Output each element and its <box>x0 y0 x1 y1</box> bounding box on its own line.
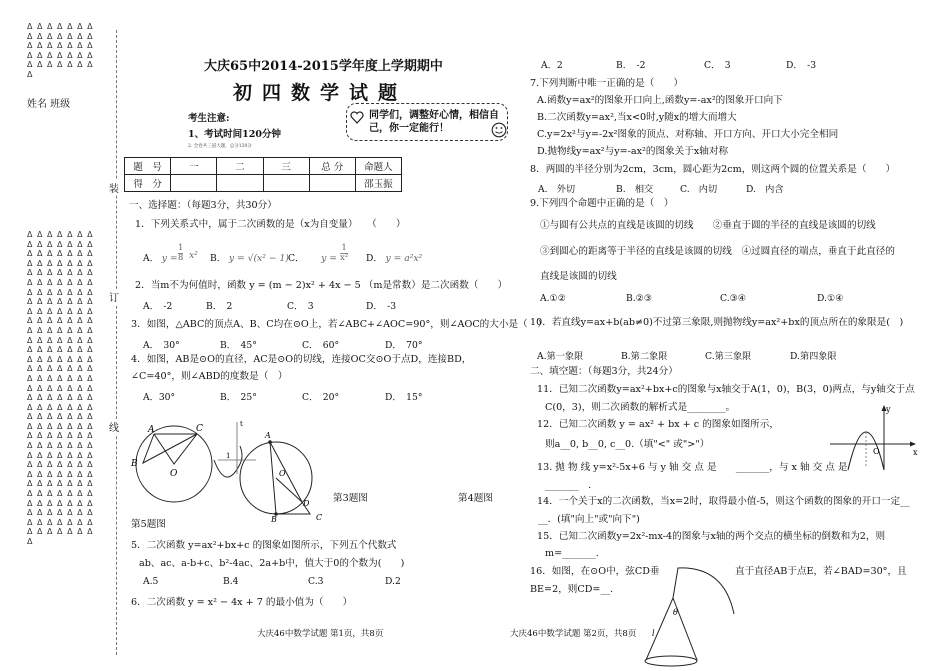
triangle-row: Δ Δ Δ Δ Δ Δ Δ <box>27 431 94 441</box>
q1-option-c <box>288 250 337 264</box>
triangle-row: Δ Δ Δ Δ Δ Δ Δ <box>27 364 94 374</box>
table-cell: 得 分 <box>125 175 171 192</box>
triangle-row: Δ Δ Δ Δ Δ Δ Δ <box>27 498 94 508</box>
question-16-cont: BE=2，则CD=__. <box>530 584 614 595</box>
triangle-row: Δ <box>27 537 34 546</box>
triangle-row: Δ Δ Δ Δ Δ Δ Δ <box>27 489 94 499</box>
q1-frac-a <box>178 244 183 263</box>
question-13-cont: _______ . <box>545 480 592 491</box>
fig-label: O <box>170 469 178 479</box>
question-2: 2．当m不为何值时，函数 y = (m − 2)x² + 4x − 5 （m是常数）是二次函数（ ） <box>135 280 508 291</box>
smiley-icon <box>491 122 507 138</box>
triangle-row: Δ Δ Δ Δ Δ Δ Δ <box>27 316 94 326</box>
triangle-row: Δ Δ Δ Δ Δ Δ Δ <box>27 479 94 489</box>
graph-label-x: x <box>913 448 918 457</box>
fig-label: 1 <box>226 452 231 460</box>
frac-num: 1 <box>341 243 347 253</box>
x-axis-arrow <box>910 442 916 447</box>
table-cell: 命题人 <box>355 158 401 175</box>
question-9: 9.下列四个命题中正确的是（ ） <box>530 198 674 209</box>
cone-label-theta: θ <box>673 608 678 617</box>
q7-option-d: D.抛物线y=ax²与y=-ax²的图象关于x轴对称 <box>537 146 729 157</box>
question-16-tail: 直于直径AB于点E，若∠BAD=30°，且 <box>735 566 907 577</box>
q5-option-b: B.4 <box>223 576 239 587</box>
triangle-row: Δ Δ Δ Δ Δ Δ Δ <box>27 31 94 41</box>
question-5: 5．二次函数 y=ax²+bx+c 的图象如图所示，下列五个代数式 <box>131 540 397 551</box>
question-15-cont: m=_______. <box>545 548 599 559</box>
triangle-row: Δ Δ Δ Δ Δ Δ Δ <box>27 249 94 259</box>
score-input-cell[interactable] <box>263 175 309 192</box>
fig4-caption: 第4题图 <box>458 493 493 504</box>
triangle-row: Δ Δ Δ Δ Δ Δ Δ <box>27 287 94 297</box>
q9-line-2: ③到圆心的距离等于半径的直线是该圆的切线 ④过圆直径的端点，垂直于此直径的 <box>540 246 895 257</box>
question-4: 4．如图，AB是⊙O的直径，AC是⊙O的切线，连接OC交⊙O于点D，连接BD， <box>131 354 472 365</box>
fig4-point <box>268 440 272 444</box>
option-expr: y = <box>161 253 178 264</box>
q16-cone-figure <box>640 560 740 671</box>
fig-label: C <box>196 424 203 434</box>
q10-option-d: D.第四象限 <box>790 351 837 362</box>
triangle-row: Δ Δ Δ Δ Δ Δ Δ <box>27 277 94 287</box>
q6-option-c: C． 3 <box>704 60 731 71</box>
triangle-row: Δ Δ Δ Δ Δ Δ Δ <box>27 469 94 479</box>
q3-option-a: A． 30° <box>143 340 180 351</box>
triangle-pattern-top <box>27 22 94 80</box>
q4-option-a: A．30° <box>143 392 176 403</box>
score-input-cell[interactable] <box>217 175 263 192</box>
exam-subtitle: 初四数学试题 <box>233 82 408 104</box>
q10-option-c: C.第三象限 <box>705 351 752 362</box>
triangle-row: Δ Δ Δ Δ Δ Δ Δ <box>27 22 94 31</box>
question-7: 7.下列判断中唯一正确的是（ ） <box>530 78 684 89</box>
left-margin <box>0 0 125 671</box>
table-cell: 题 号 <box>125 158 171 175</box>
question-15: 15．已知二次函数y=2x²-mx-4的图象与x轴的两个交点的横坐标的倒数和为2，则 <box>537 531 886 542</box>
q3-option-b: B． 45° <box>220 340 257 351</box>
q4-option-d: D． 15° <box>385 392 423 403</box>
fig-label: A <box>265 431 271 440</box>
triangle-row: Δ Δ Δ Δ Δ Δ Δ <box>27 268 94 278</box>
encouragement-text: 同学们，调整好心情，相信自己，你一定能行！ <box>369 110 499 134</box>
triangle-row: Δ Δ Δ Δ Δ Δ Δ <box>27 297 94 307</box>
question-10: 10．若直线y=ax+b(ab≠0)不过第三象限,则抛物线y=ax²+bx的顶点所在的象限是( ) <box>530 317 904 328</box>
q6-option-a: A．2 <box>541 60 563 71</box>
score-table-score-row <box>125 175 402 192</box>
q8-option-b: B. 相交 <box>616 184 654 195</box>
fig4-od <box>276 478 302 502</box>
name-class-label: 姓名 班级 <box>27 99 71 110</box>
score-table <box>124 157 402 192</box>
triangle-row: Δ Δ Δ Δ Δ Δ Δ <box>27 345 94 355</box>
table-cell: 邵玉振 <box>355 175 401 192</box>
option-letter: B． <box>210 253 226 264</box>
q3-option-c: C． 60° <box>302 340 340 351</box>
notice-time: 1、考试时间120分钟 <box>188 129 281 140</box>
triangle-row: Δ Δ Δ Δ Δ Δ Δ <box>27 402 94 412</box>
score-input-cell[interactable] <box>171 175 217 192</box>
fig3-caption: 第3题图 <box>333 493 368 504</box>
q7-option-c: C.y=2x²与y=-2x²图象的顶点、对称轴、开口方向、开口大小完全相同 <box>537 129 839 140</box>
fig-label: O <box>279 469 286 478</box>
q9-line-1: ①与圆有公共点的直线是该圆的切线 ②垂直于圆的半径的直线是该圆的切线 <box>540 220 876 231</box>
triangle-pattern-bottom <box>27 230 94 547</box>
q7-option-a: A.函数y=ax²的图象开口向上,函数y=-ax²的图象开口向下 <box>537 95 783 106</box>
option-expr: y = a²x² <box>385 253 423 264</box>
q1-a-x2: x² <box>189 250 198 261</box>
triangle-row: Δ Δ Δ Δ Δ Δ Δ <box>27 508 94 518</box>
triangle-row: Δ Δ Δ Δ Δ Δ Δ <box>27 60 94 70</box>
q8-option-d: D. 内含 <box>746 184 784 195</box>
fig-label: B <box>131 459 138 469</box>
figure-3-4-5 <box>126 412 332 522</box>
fig-label: t <box>240 420 243 428</box>
frac-den: x² <box>340 253 349 263</box>
graph-label-y: y <box>886 405 891 414</box>
q5-option-c: C.3 <box>308 576 324 587</box>
q2-option-c: C． 3 <box>287 301 314 312</box>
question-13: 13. 抛 物 线 y=x²-5x+6 与 y 轴 交 点 是 _______，与 x 轴 交 点 是 <box>537 462 848 473</box>
option-expr: y = <box>321 253 337 264</box>
q3-option-d: D． 70° <box>385 340 423 351</box>
triangle-row: Δ Δ Δ Δ Δ Δ Δ <box>27 441 94 451</box>
triangle-row: Δ Δ Δ Δ Δ Δ Δ <box>27 450 94 460</box>
triangle-row: Δ Δ Δ Δ Δ Δ Δ <box>27 527 94 537</box>
q5-option-a: A.5 <box>143 576 159 587</box>
triangle-row: Δ Δ Δ Δ Δ Δ Δ <box>27 517 94 527</box>
triangle-row: Δ Δ Δ Δ Δ Δ Δ <box>27 393 94 403</box>
fig5-caption: 第5题图 <box>131 519 166 530</box>
fig-label: A <box>148 425 155 435</box>
q1-frac-c <box>340 244 348 263</box>
q9-option-b: B.②③ <box>626 293 653 304</box>
binding-line <box>116 30 117 655</box>
table-cell: 总 分 <box>309 158 355 175</box>
heart-icon <box>350 111 364 124</box>
triangle-row: Δ Δ Δ Δ Δ Δ Δ <box>27 412 94 422</box>
question-12: 12．已知二次函数 y = ax² + bx + c 的图象如图所示， <box>537 419 779 430</box>
table-cell: 二 <box>217 158 263 175</box>
option-letter: D． <box>366 253 383 264</box>
footer-page-2: 大庆46中数学试题 第2页，共8页 <box>510 629 637 639</box>
q6-option-b: B． -2 <box>616 60 646 71</box>
section1-heading: 一、选择题：（每题3分，共30分） <box>129 200 277 211</box>
q9-option-c: C.③④ <box>720 293 747 304</box>
cone-base <box>645 656 697 666</box>
q7-option-b: B.二次函数y=ax²,当x<0时,y随x的增大而增大 <box>537 112 737 123</box>
section2-heading: 二、填空题：（每题3分，共24分） <box>530 366 678 377</box>
q9-line-3: 直线是该圆的切线 <box>540 271 617 282</box>
score-input-cell[interactable] <box>309 175 355 192</box>
seal-char-xian: 线 <box>109 419 119 434</box>
q4-option-b: B． 25° <box>220 392 257 403</box>
question-12-cont: 则a__0, b__0, c__0.（填"<" 或">"） <box>545 439 710 450</box>
fig-label: C <box>316 513 323 522</box>
q5-option-d: D.2 <box>385 576 401 587</box>
triangle-row: Δ Δ Δ Δ Δ Δ Δ <box>27 335 94 345</box>
cone-label-l: l <box>652 629 655 638</box>
triangle-row: Δ Δ Δ Δ Δ Δ Δ <box>27 421 94 431</box>
question-3: 3．如图，△ABC的顶点A、B、C均在⊙O上，若∠ABC+∠AOC=90°，则∠AOC的大小是（ ） <box>131 319 547 330</box>
question-11: 11．已知二次函数y=ax²+bx+c的图象与x轴交于A(1，0)，B(3，0)两点，与y轴交于点 <box>537 384 915 395</box>
seal-char-zhuang: 装 <box>109 180 119 195</box>
triangle-row: Δ Δ Δ Δ Δ Δ Δ <box>27 50 94 60</box>
option-letter: C． <box>288 253 305 264</box>
fig-label: D <box>303 499 310 508</box>
encouragement-bubble <box>346 103 508 141</box>
q9-option-d: D.①④ <box>817 293 844 304</box>
triangle-row: Δ Δ Δ Δ Δ Δ Δ <box>27 354 94 364</box>
score-table-header-row <box>125 158 402 175</box>
q1-option-a <box>143 250 178 264</box>
triangle-row: Δ Δ Δ Δ Δ Δ Δ <box>27 230 94 239</box>
q1-option-d <box>366 250 422 264</box>
table-cell: 一 <box>171 158 217 175</box>
triangle-row: Δ Δ Δ Δ Δ Δ Δ <box>27 373 94 383</box>
question-11-cont: C(0，3)，则二次函数的解析式是________。 <box>545 402 736 413</box>
frac-den: 8 <box>178 253 184 263</box>
question-8: 8．两圆的半径分别为2cm，3cm，圆心距为2cm，则这两个圆的位置关系是（ ） <box>530 164 896 175</box>
notice-total: 2. 全卷共三道大题，总分120分 <box>188 144 252 149</box>
fig5-curve <box>214 446 242 477</box>
q2-option-b: B． 2 <box>206 301 233 312</box>
table-cell: 三 <box>263 158 309 175</box>
q10-option-a: A.第一象限 <box>537 351 584 362</box>
q2-option-d: D． -3 <box>366 301 397 312</box>
q8-option-a: A. 外切 <box>538 184 576 195</box>
q2-option-a: A． -2 <box>143 301 173 312</box>
question-6: 6．二次函数 y = x² − 4x + 7 的最小值为（ ） <box>131 597 353 608</box>
triangle-row: Δ Δ Δ Δ Δ Δ Δ <box>27 460 94 470</box>
footer-page-1: 大庆46中数学试题 第1页，共8页 <box>257 629 384 639</box>
question-1: 1．下列关系式中，属于二次函数的是（x为自变量） （ ） <box>135 219 406 230</box>
question-4-cont: ∠C=40°，则∠ABD的度数是（ ） <box>131 371 288 382</box>
triangle-row: Δ <box>27 69 34 79</box>
option-letter: A． <box>143 253 159 264</box>
frac-num: 1 <box>178 243 184 253</box>
question-14: 14．一个关于x的二次函数，当x=2时，取得最小值-5，则这个函数的图象的开口一定__ <box>537 496 910 507</box>
option-expr: y = √(x² − 1) <box>228 253 289 264</box>
q10-option-b: B.第二象限 <box>621 351 668 362</box>
graph-label-o: O <box>873 447 880 456</box>
q4-option-c: C． 20° <box>302 392 340 403</box>
triangle-row: Δ Δ Δ Δ Δ Δ Δ <box>27 41 94 51</box>
triangle-row: Δ Δ Δ Δ Δ Δ Δ <box>27 239 94 249</box>
notice-label: 考生注意: <box>188 113 230 124</box>
triangle-row: Δ Δ Δ Δ Δ Δ Δ <box>27 306 94 316</box>
seal-char-ding: 订 <box>109 289 119 304</box>
q8-option-c: C. 内切 <box>680 184 718 195</box>
sector-outline <box>646 568 734 660</box>
triangle-row: Δ Δ Δ Δ Δ Δ Δ <box>27 258 94 268</box>
q6-option-d: D． -3 <box>786 60 817 71</box>
fig3-radii <box>154 434 197 464</box>
question-5-cont: ab、ac、a-b+c、b²-4ac、2a+b中，值大于0的个数为( ) <box>139 558 405 569</box>
q9-option-a: A.①② <box>540 293 567 304</box>
triangle-row: Δ Δ Δ Δ Δ Δ Δ <box>27 383 94 393</box>
fig-label: B <box>271 515 277 522</box>
question-14-cont: __．(填"向上"或"向下") <box>538 514 640 525</box>
q1-option-b <box>210 250 289 264</box>
question-16: 16．如图，在⊙O中，弦CD垂 <box>530 566 660 577</box>
triangle-row: Δ Δ Δ Δ Δ Δ Δ <box>27 325 94 335</box>
exam-title: 大庆65中2014-2015学年度上学期期中 <box>204 59 443 74</box>
